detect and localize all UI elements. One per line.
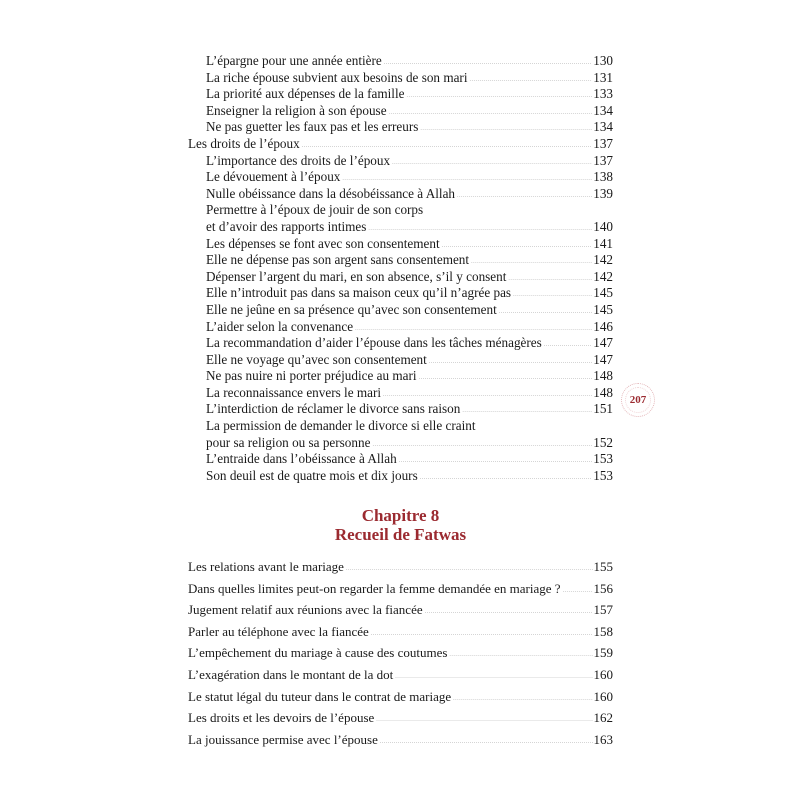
toc-entry[interactable] [188, 269, 613, 286]
toc-entry-title: Nulle obéissance dans la désobéissance à Allah [206, 185, 456, 201]
toc-entry-page: 147 [593, 351, 613, 367]
dot-leader [429, 359, 592, 365]
toc-entry-page: 139 [593, 185, 613, 201]
toc-entry[interactable] [188, 451, 613, 468]
toc-entry-title: La reconnaissance envers le mari [206, 384, 382, 400]
dot-leader [425, 609, 593, 615]
dot-leader [368, 226, 592, 232]
toc-entry-page: 141 [593, 235, 613, 251]
toc-entry-title: Les droits et les devoirs de l’épouse [188, 710, 375, 726]
toc-entry[interactable] [188, 599, 613, 621]
toc-entry-page: 159 [593, 645, 613, 661]
toc-entry-page: 157 [593, 602, 613, 618]
dot-leader [499, 309, 592, 315]
toc-entry-page: 130 [593, 53, 613, 68]
toc-entry[interactable] [188, 621, 613, 643]
dot-leader [449, 652, 592, 658]
toc-entry-page: 158 [593, 623, 613, 639]
toc-entry-page: 138 [593, 169, 613, 185]
toc-entry[interactable] [188, 319, 613, 336]
toc-entry-title: Ne pas guetter les faux pas et les erreurs [206, 119, 419, 135]
dot-leader [406, 93, 592, 99]
chapter-number: Chapitre 8 [361, 506, 440, 525]
dot-leader [513, 292, 592, 298]
toc-entry[interactable] [188, 285, 613, 302]
toc-entry-page: 137 [593, 135, 613, 151]
toc-entry[interactable] [188, 186, 613, 203]
toc-entry[interactable] [188, 556, 613, 578]
toc-entry-title: Elle n’introduit pas dans sa maison ceux qu’il n’agrée pas [206, 285, 512, 301]
toc-entry-page: 142 [593, 252, 613, 268]
toc-entry-title: Elle ne jeûne en sa présence qu’avec son consentement [206, 301, 497, 317]
toc-entry-title: Elle ne voyage qu’avec son consentement [206, 351, 427, 367]
toc-entry-title: Les dépenses se font avec son consentement [206, 235, 440, 251]
toc-entry[interactable] [188, 236, 613, 253]
toc-entry-title: L’entraide dans l’obéissance à Allah [206, 451, 397, 467]
toc-entry[interactable] [188, 169, 613, 186]
dot-leader [376, 717, 592, 723]
dot-leader [544, 342, 592, 348]
toc-entry-title: Les relations avant le mariage [188, 559, 344, 574]
toc-entry[interactable] [188, 729, 613, 751]
dot-leader [471, 259, 592, 265]
toc-entry-page: 162 [593, 710, 613, 726]
toc-entry-page: 137 [593, 152, 613, 168]
dot-leader [384, 60, 592, 66]
toc-entry-title: L’empêchement du mariage à cause des coutumes [188, 645, 448, 661]
toc-section-bottom [188, 556, 613, 750]
toc-entry[interactable] [188, 686, 613, 708]
dot-leader [383, 392, 592, 398]
toc-entry[interactable] [188, 435, 613, 452]
dot-leader [392, 160, 592, 166]
toc-entry[interactable] [188, 385, 613, 402]
dot-leader [469, 77, 592, 83]
toc-entry[interactable] [188, 418, 613, 435]
toc-entry[interactable] [188, 335, 613, 352]
page-number: 207 [629, 394, 647, 406]
toc-entry-page: 152 [593, 434, 613, 450]
page-number-ornament [621, 383, 655, 417]
dot-leader [302, 143, 593, 149]
dot-leader [457, 193, 592, 199]
toc-entry-title: Elle ne dépense pas son argent sans consentement [206, 252, 470, 268]
chapter-heading [188, 506, 613, 544]
dot-leader [420, 126, 592, 132]
dot-leader [399, 458, 593, 464]
dot-leader [462, 408, 592, 414]
toc-entry-title: La riche épouse subvient aux besoins de son mari [206, 69, 468, 85]
toc-entry-title: Le dévouement à l’époux [206, 169, 341, 185]
toc-entry-page: 156 [593, 580, 613, 596]
toc-entry-page: 153 [593, 467, 613, 483]
dot-leader [453, 696, 592, 702]
toc-entry[interactable] [188, 468, 613, 485]
toc-entry-title: La recommandation d’aider l’épouse dans les tâches ménagères [206, 335, 542, 351]
toc-entry-page: 155 [593, 559, 613, 574]
toc-entry-title: Ne pas nuire ni porter préjudice au mari [206, 368, 417, 384]
toc-entry-page: 145 [593, 301, 613, 317]
dot-leader [346, 566, 593, 572]
dot-leader [420, 475, 593, 481]
toc-entry[interactable] [188, 153, 613, 170]
dot-leader [563, 588, 593, 594]
toc-entry-title: Dépenser l’argent du mari, en son absence, s’il y consent [206, 268, 507, 284]
chapter-title: Recueil de Fatwas [334, 525, 467, 544]
toc-entry[interactable] [188, 219, 613, 236]
toc-entry-page: 153 [593, 451, 613, 467]
dot-leader [395, 674, 592, 680]
toc-entry[interactable] [188, 707, 613, 729]
toc-entry-title: La priorité aux dépenses de la famille [206, 86, 405, 102]
dot-leader [342, 176, 592, 182]
toc-entry-title: Dans quelles limites peut-on regarder la femme demandée en mariage ? [188, 580, 561, 596]
toc-entry-page: 131 [593, 69, 613, 85]
toc-entry-page: 134 [593, 119, 613, 135]
toc-entry-page: 148 [593, 384, 613, 400]
toc-section-top [188, 53, 613, 484]
toc-entry-title: pour sa religion ou sa personne [206, 434, 371, 450]
toc-entry-title: Jugement relatif aux réunions avec la fiancée [188, 602, 423, 618]
toc-entry-page: 133 [593, 86, 613, 102]
toc-entry-title: L’aider selon la convenance [206, 318, 354, 334]
toc-entry[interactable] [188, 368, 613, 385]
toc-entry[interactable] [188, 103, 613, 120]
toc-entry-page: 142 [593, 268, 613, 284]
toc-entry[interactable] [188, 578, 613, 600]
toc-entry-title: Parler au téléphone avec la fiancée [188, 623, 369, 639]
toc-entry-title: L’exagération dans le montant de la dot [188, 666, 394, 682]
toc-entry-page: 160 [593, 666, 613, 682]
toc-entry-page: 145 [593, 285, 613, 301]
toc-entry-title: La permission de demander le divorce si elle craint [206, 418, 476, 434]
toc-entry-title: Permettre à l’époux de jouir de son corps [206, 202, 424, 218]
dot-leader [442, 243, 593, 249]
toc-entry[interactable] [188, 119, 613, 136]
toc-entry[interactable] [188, 302, 613, 319]
toc-entry-title: L’importance des droits de l’époux [206, 152, 391, 168]
toc-entry-title: Enseigner la religion à son épouse [206, 102, 387, 118]
toc-entry-page: 148 [593, 368, 613, 384]
toc-entry-page: 147 [593, 335, 613, 351]
toc-entry[interactable] [188, 202, 613, 219]
dot-leader [508, 276, 592, 282]
dot-leader [372, 442, 592, 448]
dot-leader [380, 739, 593, 745]
toc-entry-page: 151 [593, 401, 613, 417]
dot-leader [371, 631, 593, 637]
toc-entry[interactable] [188, 401, 613, 418]
toc-entry[interactable] [188, 70, 613, 87]
toc-entry-page: 134 [593, 102, 613, 118]
toc-entry-title: Le statut légal du tuteur dans le contrat de mariage [188, 688, 452, 704]
toc-entry-title: Les droits de l’époux [188, 135, 300, 151]
toc-entry-title: La jouissance permise avec l’épouse [188, 731, 378, 747]
dot-leader [389, 110, 593, 116]
toc-entry-title: L’interdiction de réclamer le divorce sans raison [206, 401, 461, 417]
toc-entry[interactable] [188, 86, 613, 103]
toc-entry[interactable] [188, 664, 613, 686]
toc-entry-page: 160 [593, 688, 613, 704]
toc-entry[interactable] [188, 252, 613, 269]
toc-entry-page: 140 [593, 218, 613, 234]
toc-entry[interactable] [188, 352, 613, 369]
dot-leader [355, 326, 592, 332]
toc-entry-page: 146 [593, 318, 613, 334]
toc-entry[interactable] [188, 136, 613, 153]
toc-entry-title: Son deuil est de quatre mois et dix jours [206, 467, 418, 483]
dot-leader [419, 375, 593, 381]
toc-entry-page: 163 [593, 731, 613, 747]
toc-entry-title: L’épargne pour une année entière [206, 53, 382, 68]
toc-entry[interactable] [188, 642, 613, 664]
toc-entry[interactable] [188, 53, 613, 70]
toc-entry-title: et d’avoir des rapports intimes [206, 218, 367, 234]
